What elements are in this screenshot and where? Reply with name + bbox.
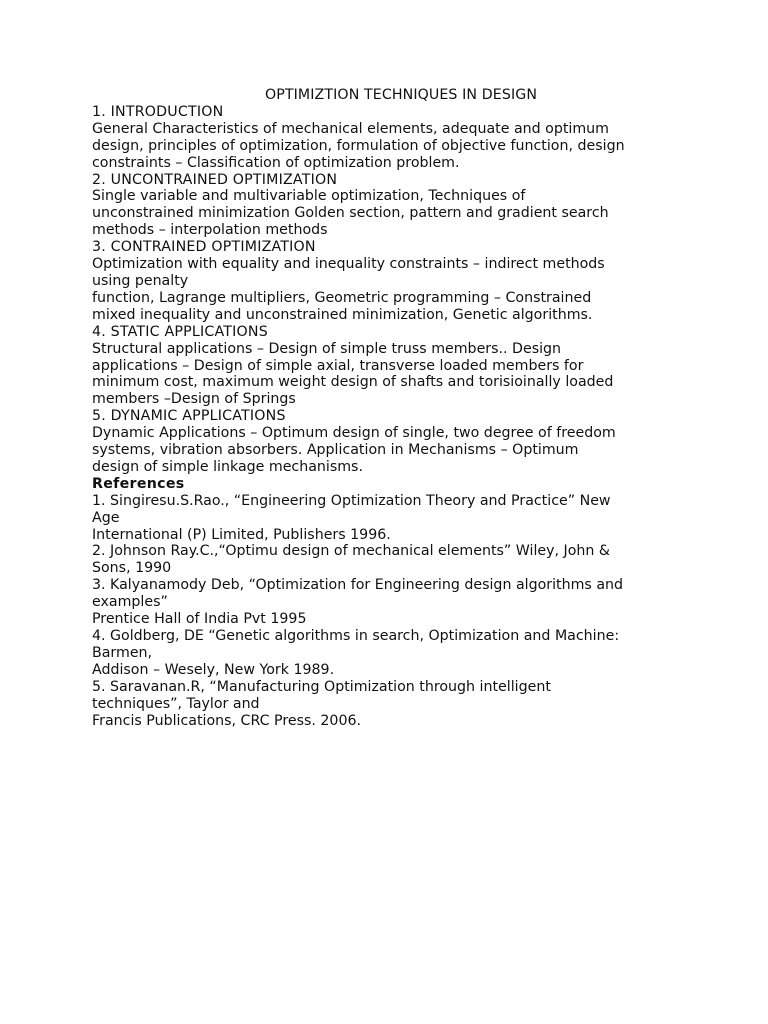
section-text-line: unconstrained minimization Golden section, pattern and gradient search (92, 205, 609, 222)
reference-line: Prentice Hall of India Pvt 1995 (92, 611, 307, 628)
section-text-line: systems, vibration absorbers. Application in Mechanisms – Optimum (92, 442, 579, 459)
document-title: OPTIMIZTION TECHNIQUES IN DESIGN (264, 87, 538, 103)
section-text-line: design of simple linkage mechanisms. (92, 458, 363, 475)
section-text-line: Structural applications – Design of simple truss members.. Design (92, 340, 562, 357)
references-section (92, 476, 692, 730)
section-text-line: methods – interpolation methods (92, 222, 328, 239)
reference-line: Age (92, 509, 120, 526)
reference-line: Francis Publications, CRC Press. 2006. (92, 712, 362, 729)
section-heading: 3. CONTRAINED OPTIMIZATION (92, 239, 316, 256)
reference-line: Addison – Wesely, New York 1989. (92, 661, 335, 678)
references-heading: References (92, 475, 185, 492)
reference-line: Barmen, (92, 644, 153, 661)
section-unconstrained-optimization (92, 172, 692, 240)
reference-line: examples” (92, 594, 168, 611)
reference-line: Sons, 1990 (92, 560, 172, 577)
reference-line: 4. Goldberg, DE “Genetic algorithms in search, Optimization and Machine: (92, 628, 620, 644)
reference-line: 5. Saravanan.R, “Manufacturing Optimization through intelligent (92, 678, 551, 695)
reference-line: 3. Kalyanamody Deb, “Optimization for Engineering design algorithms and (92, 577, 624, 594)
section-text-line: members –Design of Springs (92, 391, 296, 408)
reference-line: 2. Johnson Ray.C.,“Optimu design of mechanical elements” Wiley, John & (92, 543, 610, 560)
section-text-line: Dynamic Applications – Optimum design of single, two degree of freedom (92, 425, 616, 442)
section-heading: 4. STATIC APPLICATIONS (92, 323, 268, 340)
section-heading: 1. INTRODUCTION (92, 103, 224, 120)
section-text-line: mixed inequality and unconstrained minimization, Genetic algorithms. (92, 306, 593, 323)
section-constrained-optimization (92, 239, 692, 324)
section-heading: 5. DYNAMIC APPLICATIONS (92, 408, 286, 425)
section-introduction (92, 104, 692, 172)
section-text-line: design, principles of optimization, formulation of objective function, design (92, 137, 625, 154)
section-dynamic-applications (92, 408, 692, 476)
reference-line: 1. Singiresu.S.Rao., “Engineering Optimization Theory and Practice” New (92, 492, 611, 509)
reference-line: International (P) Limited, Publishers 1996. (92, 526, 391, 543)
section-text-line: Optimization with equality and inequality constraints – indirect methods (92, 256, 605, 273)
section-text-line: function, Lagrange multipliers, Geometric programming – Constrained (92, 289, 592, 306)
section-text-line: applications – Design of simple axial, transverse loaded members for (92, 357, 584, 374)
section-text-line: minimum cost, maximum weight design of shafts and torisioinally loaded (92, 374, 614, 391)
document-page (92, 87, 692, 729)
section-text-line: Single variable and multivariable optimization, Techniques of (92, 188, 526, 205)
section-static-applications (92, 324, 692, 409)
section-heading: 2. UNCONTRAINED OPTIMIZATION (92, 171, 338, 188)
reference-line: techniques”, Taylor and (92, 695, 260, 712)
section-text-line: constraints – Classification of optimization problem. (92, 154, 460, 171)
section-text-line: General Characteristics of mechanical elements, adequate and optimum (92, 120, 609, 137)
section-text-line: using penalty (92, 272, 189, 289)
